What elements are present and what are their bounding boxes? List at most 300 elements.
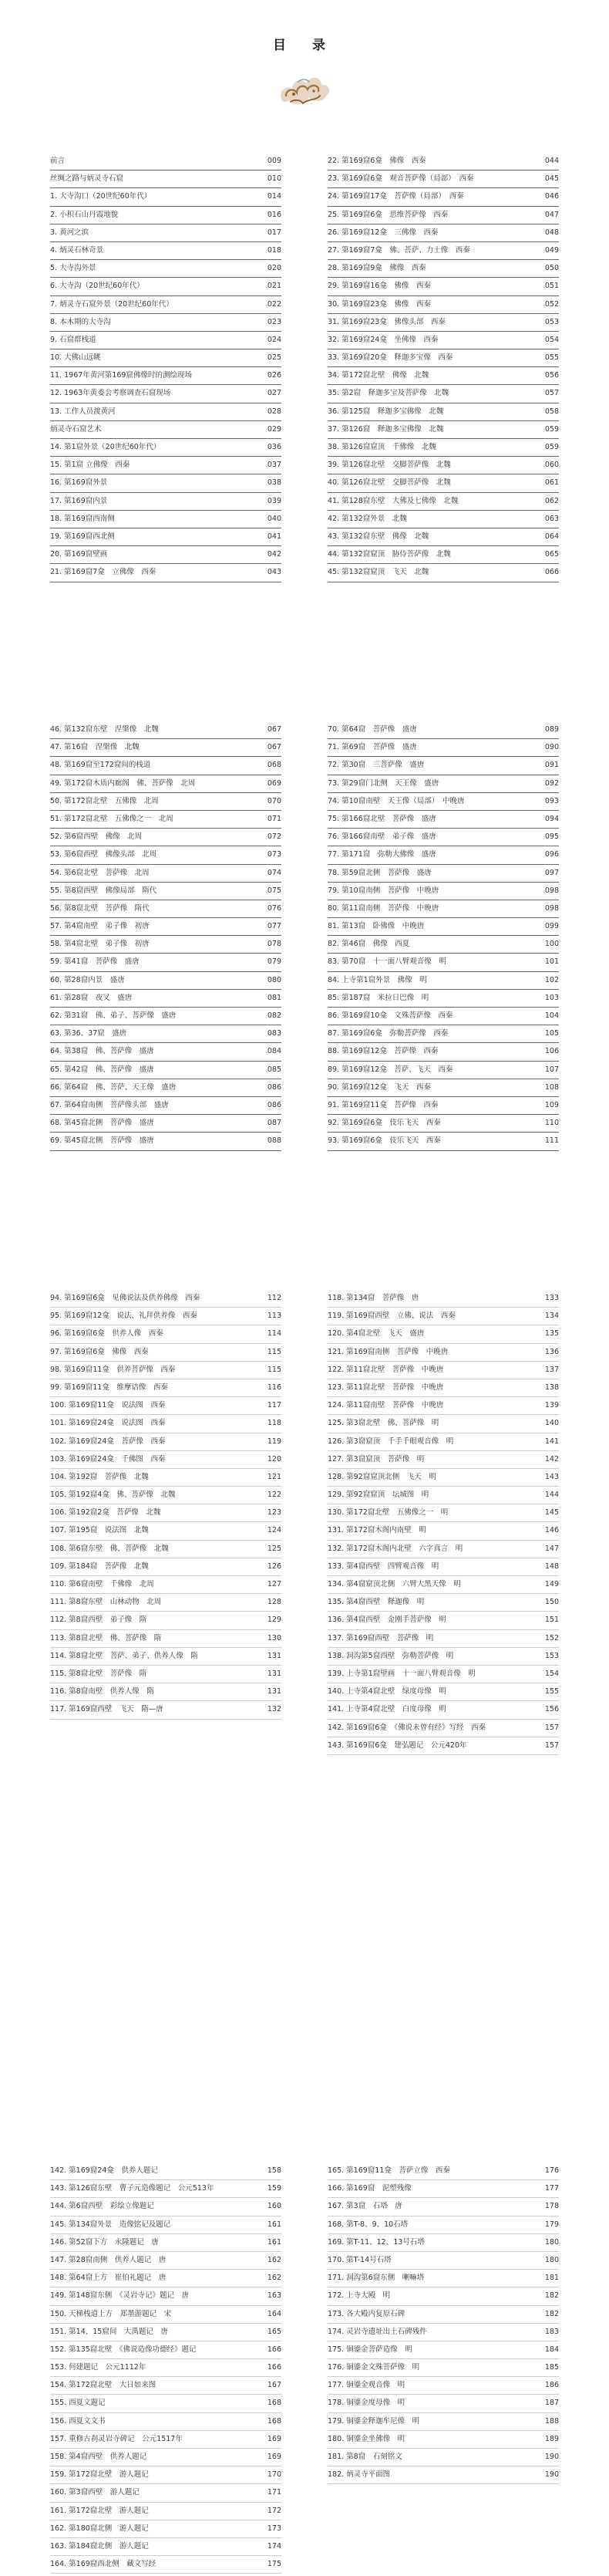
toc-entry[interactable] — [328, 2162, 559, 2180]
toc-entry[interactable] — [328, 954, 559, 971]
toc-entry[interactable] — [50, 260, 281, 278]
toc-entry[interactable] — [328, 757, 559, 775]
toc-entry[interactable] — [50, 1362, 281, 1379]
toc-entry[interactable] — [328, 811, 559, 829]
toc-entry-page: 151 — [544, 1615, 559, 1625]
toc-entry[interactable] — [328, 1433, 559, 1451]
toc-entry[interactable] — [50, 296, 281, 314]
toc-entry[interactable] — [50, 2216, 281, 2234]
toc-entry-title: 13. 工作人员渡黄河 — [50, 407, 116, 416]
toc-entry[interactable] — [328, 403, 559, 421]
toc-entry[interactable] — [50, 2252, 281, 2270]
toc-entry[interactable] — [328, 2306, 559, 2324]
toc-entry[interactable] — [50, 775, 281, 793]
toc-entry[interactable] — [328, 793, 559, 811]
toc-entry-page: 129 — [267, 1615, 281, 1625]
toc-entry[interactable] — [50, 1133, 281, 1150]
toc-entry[interactable] — [50, 865, 281, 883]
toc-entry[interactable] — [328, 1522, 559, 1540]
toc-entry[interactable] — [50, 546, 281, 564]
toc-entry-page: 153 — [544, 1651, 559, 1660]
toc-entry[interactable] — [50, 846, 281, 864]
toc-entry[interactable] — [50, 1433, 281, 1451]
toc-entry-title: 135. 第4窟西壁 释迦像 明 — [328, 1598, 425, 1607]
toc-entry-title: 43. 第132窟东壁 佛像 北魏 — [328, 532, 429, 541]
toc-entry[interactable] — [328, 1308, 559, 1325]
toc-entry-title: 169. 第T-11、12、13号石塔 — [328, 2237, 425, 2247]
toc-entry-title: 117. 第169窟西壁 飞天 隋—唐 — [50, 1705, 163, 1714]
toc-entry-page: 180 — [544, 2237, 559, 2247]
toc-entry-title: 48. 第169窟至172窟间的栈道 — [50, 761, 151, 770]
toc-entry-page: 185 — [544, 2363, 559, 2372]
toc-entry[interactable] — [328, 1451, 559, 1469]
toc-entry-page: 111 — [544, 1136, 559, 1146]
toc-entry[interactable] — [50, 1648, 281, 1666]
toc-entry[interactable] — [50, 385, 281, 403]
toc-entry-title: 8. 本木期的大寺沟 — [50, 317, 111, 326]
toc-entry[interactable] — [328, 1701, 559, 1719]
toc-entry[interactable] — [328, 1648, 559, 1666]
toc-entry[interactable] — [328, 2466, 559, 2484]
toc-entry-title: 1. 大寺沟口（20世纪60年代） — [50, 192, 152, 201]
toc-entry[interactable] — [50, 2306, 281, 2324]
toc-entry[interactable] — [50, 2359, 281, 2377]
toc-entry[interactable] — [328, 153, 559, 170]
toc-entry-page: 127 — [267, 1580, 281, 1588]
toc-entry[interactable] — [328, 296, 559, 314]
toc-entry[interactable] — [328, 2234, 559, 2252]
toc-entry-title: 20. 第169窟壁画 — [50, 550, 108, 559]
toc-entry-title: 163. 第184窟北侧 游人题记 — [50, 2541, 149, 2551]
toc-entry[interactable] — [50, 1415, 281, 1433]
toc-entry-page: 057 — [544, 389, 559, 398]
toc-entry-title: 88. 第169窟12龛 菩萨像 西秦 — [328, 1047, 439, 1056]
toc-entry-title: 143. 第126窟东壁 曹子元造像题记 公元513年 — [50, 2184, 214, 2193]
toc-entry[interactable] — [328, 1737, 559, 1755]
toc-entry[interactable] — [50, 332, 281, 349]
toc-entry[interactable] — [328, 883, 559, 900]
toc-entry[interactable] — [328, 421, 559, 439]
toc-entry[interactable] — [50, 153, 281, 170]
toc-entry[interactable] — [328, 1541, 559, 1558]
toc-entry[interactable] — [50, 811, 281, 829]
toc-entry[interactable] — [50, 793, 281, 811]
toc-entry[interactable] — [50, 528, 281, 546]
toc-entry[interactable] — [328, 2270, 559, 2287]
toc-entry-page: 115 — [267, 1365, 281, 1374]
toc-entry-page: 152 — [544, 1633, 559, 1642]
toc-entry-title: 172. 上寺大殿 明 — [328, 2291, 391, 2301]
toc-entry[interactable] — [50, 474, 281, 492]
toc-entry-page: 099 — [544, 922, 559, 931]
toc-entry[interactable] — [328, 1630, 559, 1648]
toc-entry[interactable] — [50, 2377, 281, 2395]
toc-entry[interactable] — [328, 739, 559, 757]
toc-entry[interactable] — [50, 1097, 281, 1115]
toc-entry[interactable] — [328, 225, 559, 242]
toc-entry-title: 119. 第169窟西壁 立佛、说法 西秦 — [328, 1312, 456, 1321]
toc-entry[interactable] — [328, 1062, 559, 1079]
toc-entry[interactable] — [328, 775, 559, 793]
toc-entry-title: 120. 第4窟北壁 飞天 盛唐 — [328, 1329, 425, 1339]
toc-entry[interactable] — [328, 2431, 559, 2449]
toc-entry[interactable] — [328, 2252, 559, 2270]
toc-entry-title: 68. 第45窟北侧 菩萨像 盛唐 — [50, 1119, 154, 1128]
toc-column-left — [50, 2162, 281, 2574]
toc-entry[interactable] — [328, 207, 559, 225]
toc-entry[interactable] — [50, 2180, 281, 2198]
toc-entry[interactable] — [50, 1325, 281, 1343]
toc-entry[interactable] — [50, 493, 281, 511]
toc-entry-page: 179 — [544, 2220, 559, 2229]
toc-entry[interactable] — [50, 1522, 281, 1540]
toc-entry[interactable] — [50, 2484, 281, 2502]
toc-entry[interactable] — [328, 1008, 559, 1025]
toc-entry-title: 136. 第4窟西壁 金刚手菩萨像 明 — [328, 1615, 446, 1625]
toc-entry[interactable] — [50, 1008, 281, 1025]
toc-entry[interactable] — [50, 1079, 281, 1097]
toc-entry-title: 153. 何建题记 公元1112年 — [50, 2363, 146, 2372]
toc-entry-page: 067 — [267, 725, 281, 734]
toc-entry[interactable] — [50, 2162, 281, 2180]
toc-entry[interactable] — [50, 170, 281, 188]
toc-entry-page: 183 — [544, 2327, 559, 2336]
toc-entry-title: 25. 第169窟6龛 思维菩萨像 西秦 — [328, 210, 449, 219]
toc-entry-title: 11. 1967年黄河第169窟佛像时的测绘现场 — [50, 371, 192, 380]
toc-entry-page: 190 — [544, 2470, 559, 2480]
toc-entry-title: 171. 洞沟第6窟东侧 喇嘛塔 — [328, 2274, 425, 2283]
toc-entry[interactable] — [50, 1025, 281, 1043]
toc-entry-page: 131 — [267, 1687, 281, 1697]
toc-entry-page: 163 — [267, 2291, 281, 2301]
toc-entry[interactable] — [50, 1469, 281, 1487]
toc-entry-page: 085 — [267, 1065, 281, 1074]
toc-entry[interactable] — [328, 385, 559, 403]
toc-entry-page: 094 — [544, 814, 559, 823]
toc-entry[interactable] — [50, 2324, 281, 2341]
toc-entry[interactable] — [328, 1344, 559, 1362]
toc-entry-title: 66. 第64窟 佛、菩萨、天王像 盛唐 — [50, 1082, 177, 1092]
toc-entry[interactable] — [328, 1397, 559, 1415]
toc-entry[interactable] — [50, 439, 281, 457]
toc-entry[interactable] — [50, 2234, 281, 2252]
toc-entry[interactable] — [328, 349, 559, 367]
toc-entry[interactable] — [328, 1558, 559, 1576]
toc-entry-page: 102 — [544, 975, 559, 984]
toc-entry-title: 60. 第28窟内景 盛唐 — [50, 975, 125, 984]
toc-entry-title: 181. 第8窟 石刻铭文 — [328, 2453, 402, 2461]
toc-entry[interactable] — [328, 972, 559, 990]
toc-entry-page: 074 — [267, 868, 281, 877]
toc-entry-page: 133 — [544, 1294, 559, 1302]
toc-entry[interactable] — [328, 1469, 559, 1487]
toc-entry-page: 169 — [267, 2453, 281, 2461]
toc-entry-title: 106. 第192窟2龛 菩萨像 北魏 — [50, 1508, 161, 1518]
toc-entry-page: 176 — [544, 2166, 559, 2175]
toc-entry[interactable] — [328, 2216, 559, 2234]
toc-entry-title: 4. 炳灵石林奇景 — [50, 245, 104, 255]
toc-entry-title: 前言 — [50, 157, 66, 165]
toc-entry-title: 84. 上寺第1窟外景 佛像 明 — [328, 975, 427, 984]
toc-entry[interactable] — [50, 900, 281, 918]
toc-entry[interactable] — [50, 2556, 281, 2574]
toc-entry[interactable] — [328, 1594, 559, 1612]
toc-entry-title: 78. 第59窟北侧 菩萨像 盛唐 — [328, 868, 432, 877]
toc-entry[interactable] — [50, 1344, 281, 1362]
toc-entry[interactable] — [50, 314, 281, 332]
toc-entry[interactable] — [328, 2341, 559, 2359]
toc-entry-title: 2. 小积石山丹霞地貌 — [50, 210, 119, 219]
toc-entry[interactable] — [50, 511, 281, 528]
toc-entry-title: 61. 第28窟 夜叉 盛唐 — [50, 993, 133, 1002]
toc-entry[interactable] — [328, 1097, 559, 1115]
toc-entry-title: 炳灵寺石窟艺术 — [50, 424, 102, 434]
toc-entry[interactable] — [50, 1043, 281, 1061]
toc-entry[interactable] — [50, 2341, 281, 2359]
toc-entry[interactable] — [328, 936, 559, 954]
toc-entry[interactable] — [328, 332, 559, 349]
toc-entry[interactable] — [50, 225, 281, 242]
toc-entry-page: 077 — [267, 922, 281, 931]
toc-entry-page: 021 — [267, 282, 281, 291]
toc-entry[interactable] — [50, 1115, 281, 1133]
toc-entry-page: 050 — [544, 264, 559, 273]
toc-entry[interactable] — [328, 829, 559, 846]
toc-entry[interactable] — [50, 188, 281, 206]
toc-entry[interactable] — [328, 367, 559, 385]
toc-entry[interactable] — [50, 2466, 281, 2484]
toc-entry[interactable] — [328, 1666, 559, 1683]
toc-entry[interactable] — [328, 1043, 559, 1061]
toc-entry[interactable] — [50, 1683, 281, 1701]
toc-entry[interactable] — [50, 349, 281, 367]
toc-entry[interactable] — [50, 403, 281, 421]
toc-entry[interactable] — [50, 1594, 281, 1612]
toc-entry[interactable] — [328, 242, 559, 260]
toc-entry[interactable] — [50, 2449, 281, 2466]
toc-entry-title: 85. 第187窟 米拉日巴像 明 — [328, 993, 429, 1002]
toc-entry[interactable] — [328, 170, 559, 188]
toc-entry[interactable] — [50, 829, 281, 846]
toc-entry-page: 075 — [267, 886, 281, 895]
toc-entry-title: 96. 第169窟6龛 供养人像 西秦 — [50, 1329, 163, 1339]
toc-entry-title: 147. 第28窟南侧 供养人题记 唐 — [50, 2255, 167, 2264]
toc-entry-title: 95. 第169窟12龛 说法、礼拜供养像 西秦 — [50, 1312, 197, 1321]
toc-entry-page: 041 — [267, 532, 281, 541]
toc-entry-page: 109 — [544, 1100, 559, 1109]
toc-entry[interactable] — [328, 1504, 559, 1522]
toc-entry[interactable] — [50, 757, 281, 775]
toc-entry[interactable] — [328, 1362, 559, 1379]
toc-entry[interactable] — [50, 1612, 281, 1629]
toc-entry[interactable] — [328, 1612, 559, 1629]
toc-entry[interactable] — [50, 1397, 281, 1415]
toc-entry-title: 109. 第184窟 菩萨像 北魏 — [50, 1561, 149, 1571]
toc-entry[interactable] — [50, 1308, 281, 1325]
toc-entry-page: 048 — [544, 228, 559, 237]
toc-entry-page: 083 — [267, 1029, 281, 1038]
page-title: 目 录 — [273, 38, 336, 53]
toc-entry[interactable] — [328, 865, 559, 883]
toc-entry[interactable] — [50, 2431, 281, 2449]
toc-entry[interactable] — [50, 739, 281, 757]
toc-entry-page: 116 — [267, 1383, 281, 1392]
toc-entry[interactable] — [50, 1630, 281, 1648]
toc-entry[interactable] — [50, 954, 281, 971]
toc-entry-title: 180. 铜鎏金坐佛像 明 — [328, 2434, 405, 2443]
toc-entry[interactable] — [328, 2377, 559, 2395]
toc-entry[interactable] — [328, 2413, 559, 2431]
toc-entry[interactable] — [50, 1666, 281, 1683]
toc-entry[interactable] — [328, 493, 559, 511]
toc-entry[interactable] — [328, 511, 559, 528]
toc-entry-page: 014 — [267, 192, 281, 201]
toc-entry[interactable] — [50, 721, 281, 739]
toc-entry[interactable] — [328, 1079, 559, 1097]
toc-entry[interactable] — [50, 1062, 281, 1079]
toc-entry-page: 169 — [267, 2434, 281, 2443]
toc-entry-title: 75. 第166窟北壁 菩萨像 盛唐 — [328, 814, 436, 823]
toc-column-left — [50, 153, 281, 582]
toc-entry[interactable] — [50, 2270, 281, 2287]
toc-entry-page: 144 — [544, 1491, 559, 1500]
toc-entry[interactable] — [328, 2180, 559, 2198]
toc-entry-title: 41. 第128窟东壁 大佛及七佛像 北魏 — [328, 496, 459, 505]
toc-entry-title: 58. 第4窟北壁 弟子像 初唐 — [50, 940, 150, 949]
toc-entry-title: 111. 第8窟东壁 山林动物 北周 — [50, 1598, 162, 1607]
toc-entry-title: 176. 铜鎏金文殊菩萨像 明 — [328, 2363, 420, 2372]
toc-entry[interactable] — [328, 721, 559, 739]
toc-entry[interactable] — [328, 846, 559, 864]
toc-entry[interactable] — [328, 990, 559, 1008]
toc-entry-page: 072 — [267, 832, 281, 842]
toc-entry[interactable] — [50, 1379, 281, 1397]
toc-entry-page: 107 — [544, 1065, 559, 1074]
toc-entry[interactable] — [50, 918, 281, 936]
toc-entry[interactable] — [328, 2198, 559, 2216]
toc-entry[interactable] — [328, 918, 559, 936]
toc-entry-title: 54. 第6窟北壁 菩萨像 北周 — [50, 868, 150, 877]
toc-entry[interactable] — [328, 2359, 559, 2377]
toc-entry[interactable] — [50, 2413, 281, 2431]
toc-entry-page: 188 — [544, 2416, 559, 2426]
toc-entry[interactable] — [328, 528, 559, 546]
toc-entry-page: 104 — [544, 1011, 559, 1020]
toc-entry[interactable] — [50, 457, 281, 474]
toc-entry[interactable] — [50, 1558, 281, 1576]
toc-entry[interactable] — [328, 1576, 559, 1594]
toc-entry-title: 99. 第169窟11龛 维摩诘像 西秦 — [50, 1383, 168, 1392]
toc-entry[interactable] — [50, 936, 281, 954]
toc-entry[interactable] — [328, 2449, 559, 2466]
toc-entry[interactable] — [50, 972, 281, 990]
toc-entry[interactable] — [50, 2538, 281, 2556]
toc-entry[interactable] — [50, 367, 281, 385]
toc-entry[interactable] — [50, 1541, 281, 1558]
toc-entry[interactable] — [328, 1325, 559, 1343]
toc-entry[interactable] — [328, 1487, 559, 1504]
toc-entry[interactable] — [50, 2503, 281, 2520]
toc-entry[interactable] — [328, 2324, 559, 2341]
toc-entry[interactable] — [50, 1576, 281, 1594]
toc-entry[interactable] — [328, 314, 559, 332]
toc-entry[interactable] — [328, 260, 559, 278]
toc-entry-page: 187 — [544, 2399, 559, 2408]
toc-entry-page: 128 — [267, 1598, 281, 1607]
toc-entry[interactable] — [50, 1290, 281, 1308]
toc-entry-title: 83. 第70窟 十一面八臂观音像 明 — [328, 957, 446, 967]
toc-entry[interactable] — [50, 242, 281, 260]
toc-entry[interactable] — [328, 1720, 559, 1737]
toc-entry-title: 79. 第10窟南侧 菩萨像 中晚唐 — [328, 886, 439, 895]
toc-entry-title: 77. 第171窟 弥勒大佛像 盛唐 — [328, 850, 436, 859]
toc-entry[interactable] — [328, 1415, 559, 1433]
toc-entry[interactable] — [328, 474, 559, 492]
toc-entry-page: 086 — [267, 1100, 281, 1109]
toc-entry-page: 114 — [267, 1329, 281, 1339]
toc-entry[interactable] — [328, 1025, 559, 1043]
toc-entry[interactable] — [50, 2520, 281, 2538]
toc-entry-page: 058 — [544, 407, 559, 416]
toc-entry-page: 061 — [544, 478, 559, 488]
toc-entry-page: 120 — [267, 1454, 281, 1464]
toc-entry[interactable] — [50, 421, 281, 439]
toc-entry-page: 118 — [267, 1419, 281, 1428]
toc-entry[interactable] — [50, 2395, 281, 2412]
toc-entry-title: 64. 第38窟 佛、菩萨像 盛唐 — [50, 1047, 154, 1056]
toc-entry[interactable] — [50, 207, 281, 225]
toc-entry-title: 178. 铜鎏金度母像 明 — [328, 2399, 405, 2408]
toc-entry[interactable] — [50, 1701, 281, 1719]
toc-entry-title: 94. 第169窟6龛 见佛说法及供养佛像 西秦 — [50, 1294, 200, 1302]
toc-entry[interactable] — [50, 1487, 281, 1504]
toc-entry[interactable] — [328, 278, 559, 295]
toc-entry[interactable] — [328, 564, 559, 582]
toc-entry-title: 158. 第4窟西壁 供养人题记 — [50, 2453, 147, 2461]
toc-entry[interactable] — [50, 1504, 281, 1522]
toc-entry[interactable] — [50, 990, 281, 1008]
toc-entry[interactable] — [328, 457, 559, 474]
toc-entry-page: 184 — [544, 2345, 559, 2354]
toc-entry[interactable] — [328, 1133, 559, 1150]
toc-entry[interactable] — [328, 1683, 559, 1701]
toc-entry-page: 056 — [544, 371, 559, 380]
toc-entry[interactable] — [328, 1379, 559, 1397]
toc-entry[interactable] — [50, 278, 281, 295]
toc-entry-page: 158 — [267, 2166, 281, 2175]
toc-entry[interactable] — [328, 1115, 559, 1133]
toc-entry-page: 088 — [267, 1136, 281, 1146]
toc-entry[interactable] — [50, 564, 281, 582]
toc-entry-title: 165. 第169窟11龛 菩萨立像 西秦 — [328, 2166, 450, 2175]
toc-entry[interactable] — [50, 2287, 281, 2305]
toc-entry[interactable] — [50, 883, 281, 900]
toc-entry[interactable] — [328, 1290, 559, 1308]
toc-entry[interactable] — [50, 2198, 281, 2216]
toc-entry[interactable] — [50, 1451, 281, 1469]
toc-entry-page: 131 — [267, 1651, 281, 1660]
toc-entry[interactable] — [328, 900, 559, 918]
toc-entry[interactable] — [328, 546, 559, 564]
toc-entry[interactable] — [328, 2395, 559, 2412]
toc-entry-title: 170. 第T-14号石塔 — [328, 2255, 392, 2264]
toc-entry[interactable] — [328, 188, 559, 206]
toc-entry[interactable] — [328, 2287, 559, 2305]
toc-entry-page: 121 — [267, 1472, 281, 1481]
toc-entry-page: 066 — [544, 568, 559, 577]
toc-entry[interactable] — [328, 439, 559, 457]
toc-entry-title: 5. 大寺沟外景 — [50, 264, 96, 273]
